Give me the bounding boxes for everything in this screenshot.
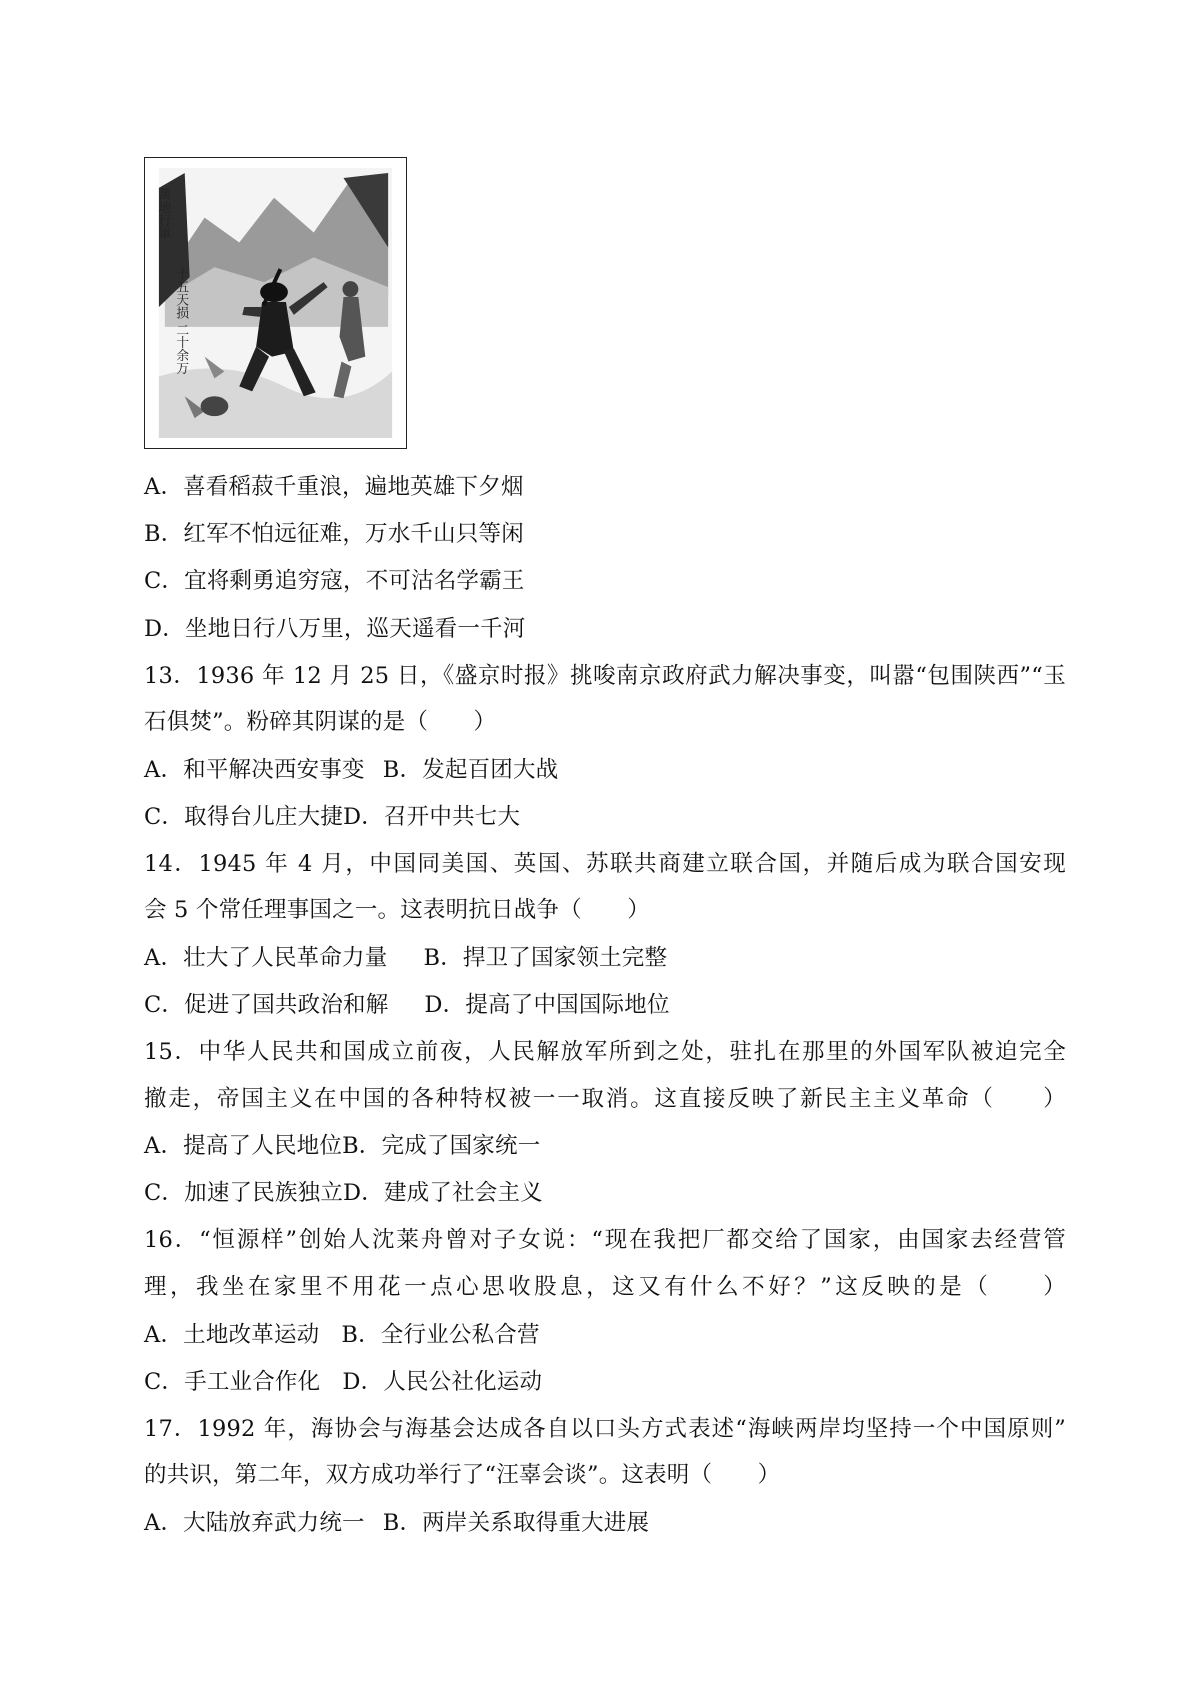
q15-option-b: B．完成了国家统一 <box>342 1133 541 1159</box>
q13-option-b: B．发起百团大战 <box>382 757 559 783</box>
q16-stem-line1: 16．“恒源样”创始人沈莱舟曾对子女说：“现在我把厂都交给了国家，由国家去经营管 <box>144 1227 1066 1253</box>
q16-options-row1 <box>144 1320 540 1350</box>
q15-options-row1 <box>144 1131 540 1161</box>
q17-stem-line2: 的共识，第二年，双方成功举行了“汪辜会谈”。这表明（ ） <box>144 1462 781 1488</box>
q17-options-row1 <box>144 1508 649 1538</box>
q13-option-d: D．召开中共七大 <box>343 804 521 830</box>
q14-options-row2 <box>144 990 670 1020</box>
q17-option-a: A．大陆放弃武力统一 <box>144 1510 365 1536</box>
q15-option-c: C．加速了民族独立 <box>144 1180 344 1206</box>
long-march-illustration <box>144 157 407 449</box>
q16-option-d: D．人民公社化运动 <box>342 1369 543 1395</box>
q16-stem-line2: 理，我坐在家里不用花一点心思收股息，这又有什么不好？”这反映的是（ ） <box>144 1274 1066 1300</box>
q16-option-b: B．全行业公私合营 <box>341 1322 540 1348</box>
q16-option-c: C．手工业合作化 <box>144 1369 321 1395</box>
q12-option-c: C．宜将剩勇追穷寇，不可沽名学霸王 <box>144 568 525 594</box>
q12-option-d: D．坐地日行八万里，巡天遥看一千河 <box>144 616 526 642</box>
q12-option-b: B．红军不怕远征难，万水千山只等闲 <box>144 521 524 547</box>
q13-stem-line1: 13．1936 年 12 月 25 日，《盛京时报》挑唆南京政府武力解决事变，叫嚣“包围陕西”“玉 <box>144 663 1066 689</box>
q14-option-b: B．捍卫了国家领土完整 <box>423 945 668 971</box>
q15-option-a: A．提高了人民地位 <box>144 1133 343 1159</box>
q15-option-d: D．建成了社会主义 <box>343 1180 543 1206</box>
q16-option-a: A．土地改革运动 <box>144 1322 320 1348</box>
q12-option-a: A．喜看稻菽千重浪，遍地英雄下夕烟 <box>144 474 524 500</box>
q14-option-c: C．促进了国共政治和解 <box>144 992 389 1018</box>
q15-options-row2 <box>144 1178 543 1208</box>
q13-options-row1 <box>144 755 558 785</box>
q17-stem-line1: 17．1992 年，海协会与海基会达成各自以口头方式表述“海峡两岸均坚持一个中国原则” <box>144 1416 1066 1442</box>
q15-stem-line2: 撤走，帝国主义在中国的各种特权被一一取消。这直接反映了新民主主义革命（ ） <box>144 1086 1066 1112</box>
q14-option-d: D．提高了中国国际地位 <box>424 992 670 1018</box>
q15-stem-line1: 15．中华人民共和国成立前夜，人民解放军所到之处，驻扎在那里的外国军队被迫完全 <box>144 1039 1066 1065</box>
q13-stem-line2: 石俱焚”。粉碎其阴谋的是（ ） <box>144 709 497 735</box>
q16-options-row2 <box>144 1367 542 1397</box>
q13-option-c: C．取得台儿庄大捷 <box>144 804 344 830</box>
q17-option-b: B．两岸关系取得重大进展 <box>382 1510 650 1536</box>
calligraphy-right: 十五天损 二十余万 <box>173 267 189 375</box>
q14-options-row1 <box>144 943 667 973</box>
illustration-image <box>145 158 406 448</box>
q13-options-row2 <box>144 802 520 832</box>
q13-option-a: A．和平解决西安事变 <box>144 757 365 783</box>
q14-stem-line1: 14．1945 年 4 月，中国同美国、英国、苏联共商建立联合国，并随后成为联合国安现 <box>144 851 1066 877</box>
calligraphy-left: 萬地行軍 <box>155 187 171 240</box>
q14-option-a: A．壮大了人民革命力量 <box>144 945 388 971</box>
q14-stem-line2: 会 5 个常任理事国之一。这表明抗日战争（ ） <box>144 897 650 923</box>
